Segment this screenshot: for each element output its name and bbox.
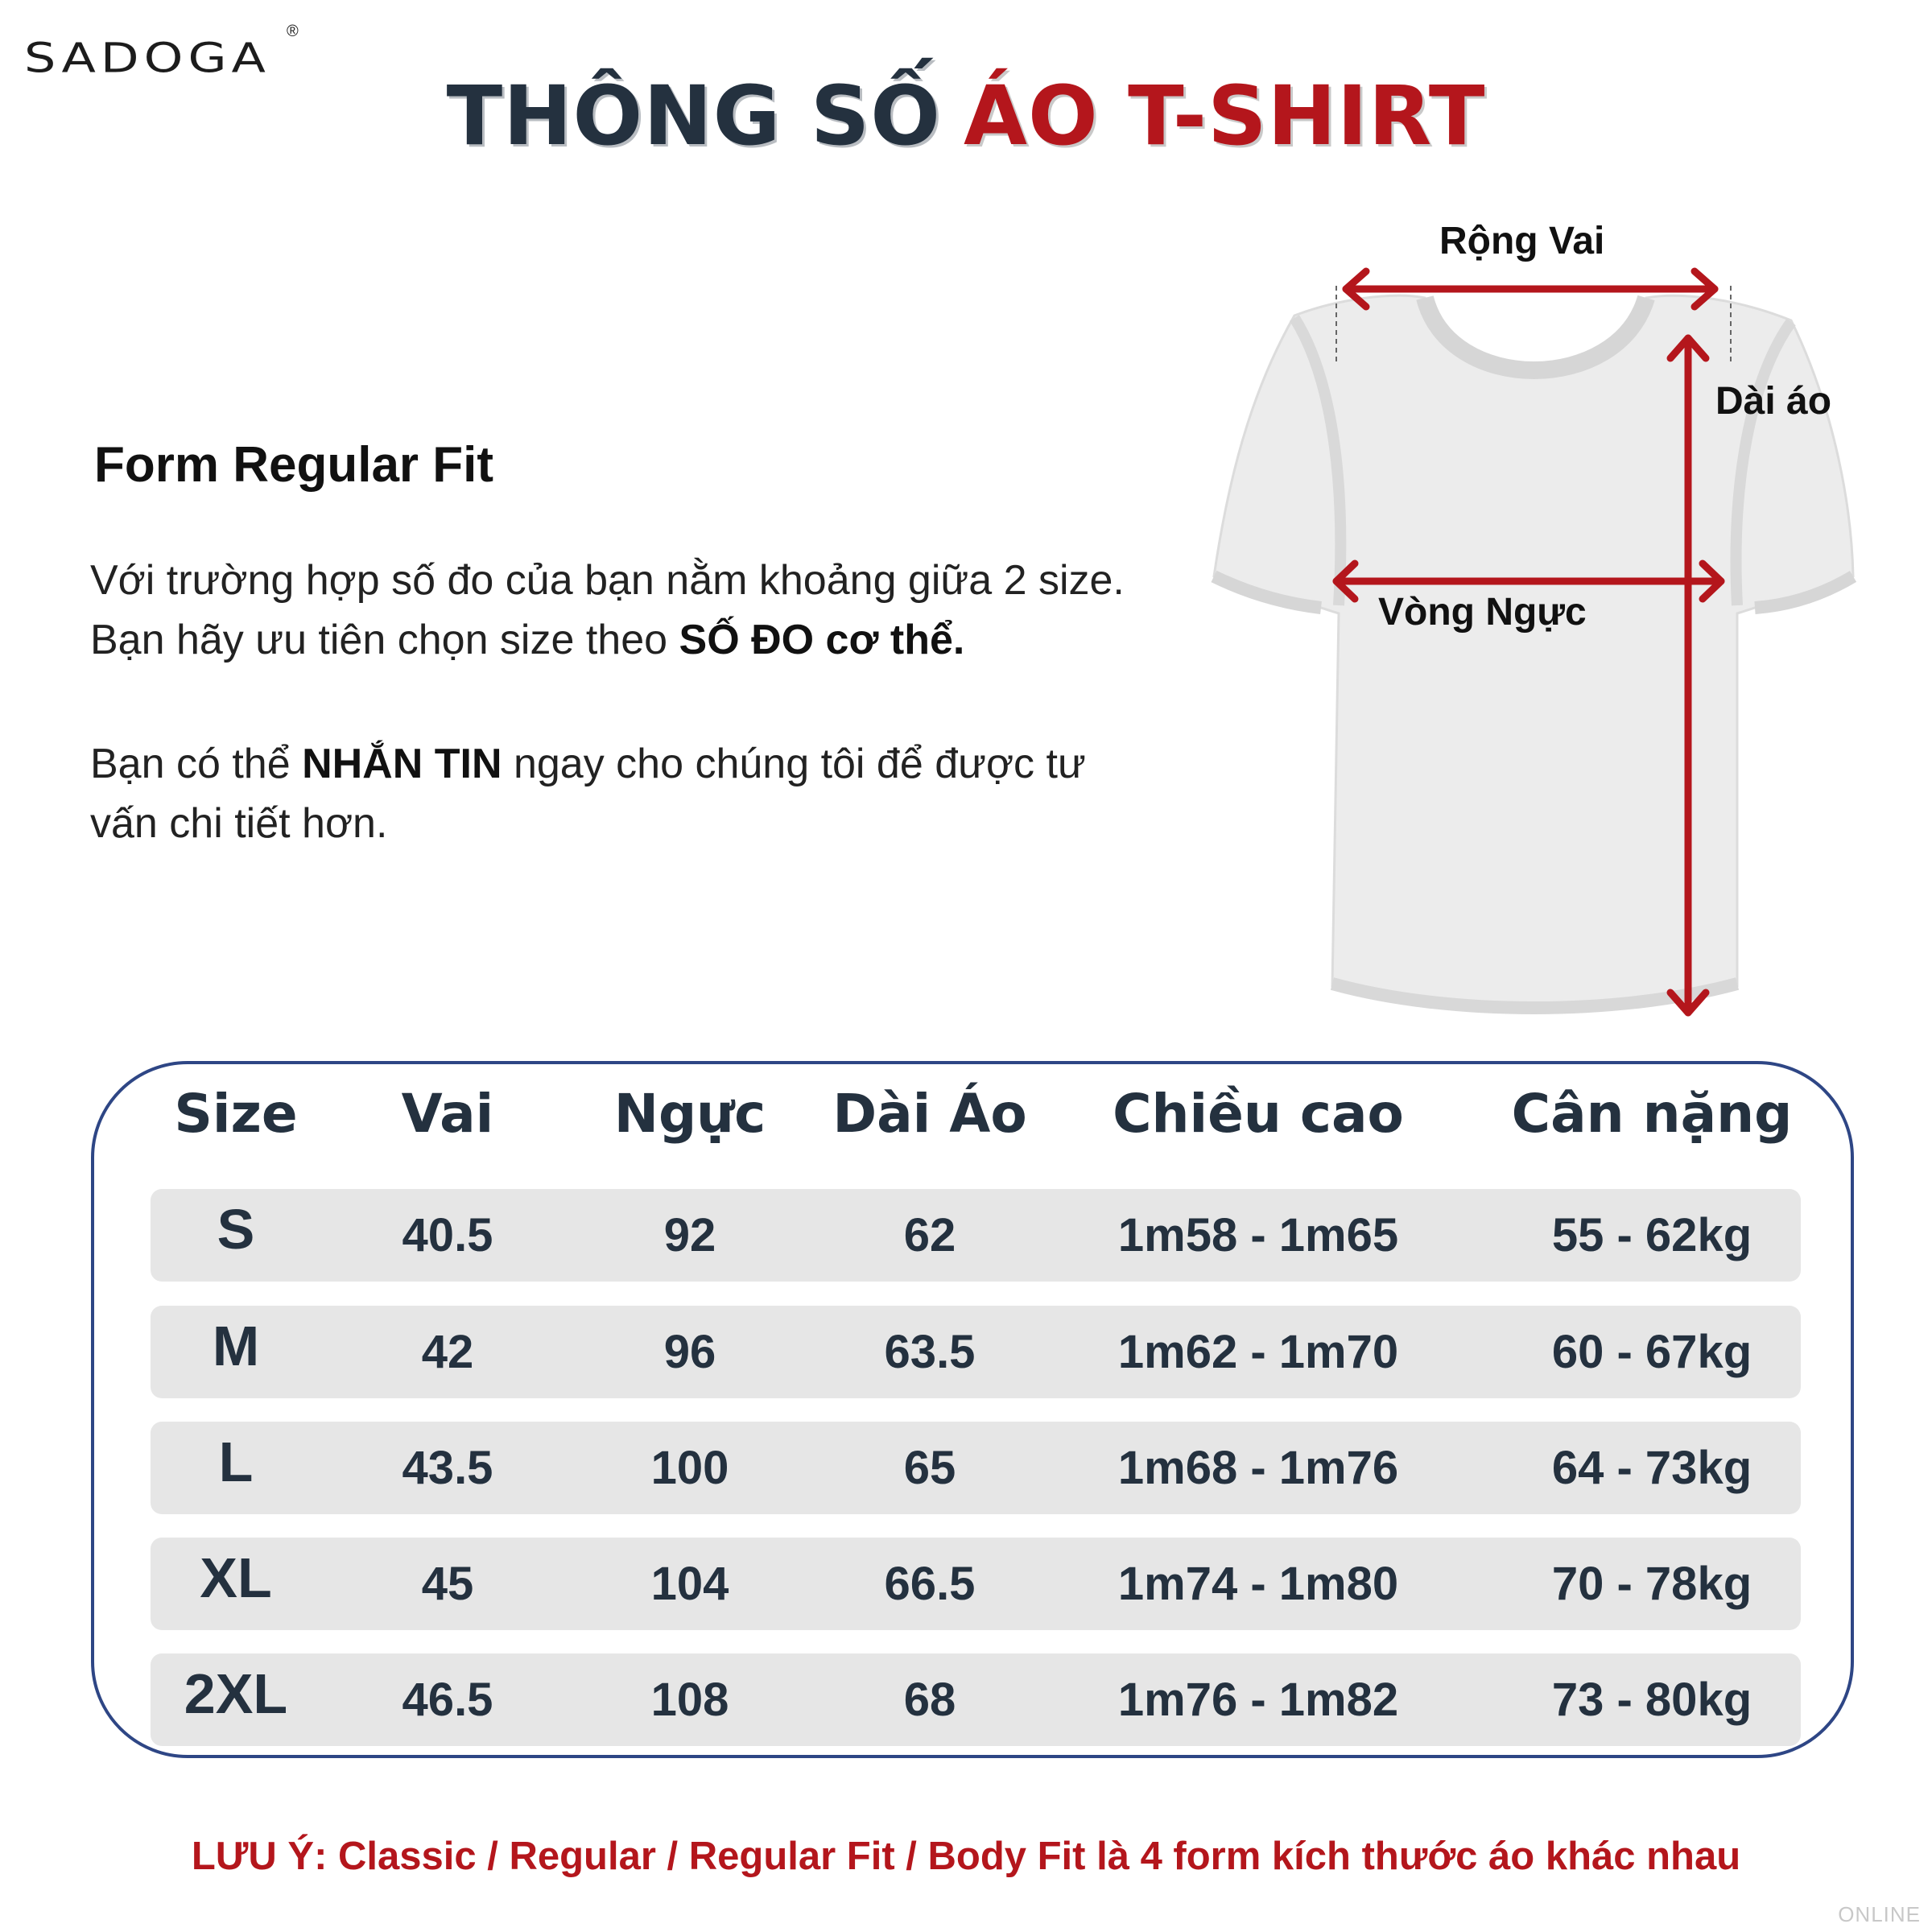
table-cell-size: L — [218, 1430, 254, 1493]
table-cell-size: 2XL — [184, 1662, 288, 1725]
contact-text-post: ngay cho chúng tôi để được tư vấn chi tiết hơn. — [90, 741, 1086, 847]
table-cell-nguc: 104 — [650, 1558, 729, 1610]
page-title — [0, 68, 1932, 164]
shoulder-label: Rộng Vai — [1439, 220, 1605, 262]
footer-note: LƯU Ý: Classic / Regular / Regular Fit / Body Fit là 4 form kích thước áo khác nhau — [191, 1835, 1741, 1878]
table-cell-can-nang: 70 - 78kg — [1551, 1558, 1752, 1610]
table-cell-can-nang: 60 - 67kg — [1551, 1326, 1752, 1378]
table-cell-nguc: 96 — [663, 1326, 716, 1378]
table-header-dai-ao: Dài Áo — [832, 1083, 1027, 1145]
table-header-size: Size — [174, 1083, 298, 1145]
table-cell-dai-ao: 62 — [903, 1209, 956, 1261]
table-cell-dai-ao: 66.5 — [884, 1558, 976, 1610]
table-header-chieu-cao: Chiều cao — [1113, 1083, 1404, 1145]
watermark: ONLINE — [1838, 1902, 1921, 1926]
form-title: Form Regular Fit — [94, 437, 494, 493]
contact-text-bold: NHẮN TIN — [302, 741, 502, 787]
registered-mark: ® — [287, 23, 299, 40]
table-cell-size: XL — [200, 1546, 272, 1609]
title-part1: THÔNG SỐ — [446, 68, 941, 164]
table-cell-nguc: 108 — [650, 1674, 729, 1726]
length-label: Dài áo — [1715, 380, 1832, 423]
table-cell-vai: 43.5 — [402, 1442, 493, 1494]
table-row — [151, 1422, 1801, 1514]
table-header-vai: Vai — [401, 1083, 494, 1145]
table-cell-chieu-cao: 1m58 - 1m65 — [1117, 1209, 1399, 1261]
title-part2: ÁO T-SHIRT — [964, 68, 1486, 164]
table-cell-size: S — [217, 1198, 255, 1261]
table-cell-nguc: 92 — [663, 1209, 716, 1261]
table-cell-size: M — [212, 1315, 260, 1377]
table-cell-nguc: 100 — [650, 1442, 729, 1494]
chest-label: Vòng Ngực — [1378, 591, 1587, 634]
table-row — [151, 1538, 1801, 1630]
size-advice-paragraph — [90, 551, 1137, 670]
contact-paragraph — [90, 734, 1137, 853]
table-cell-chieu-cao: 1m62 - 1m70 — [1117, 1326, 1399, 1378]
table-cell-chieu-cao: 1m76 - 1m82 — [1117, 1674, 1399, 1726]
table-cell-dai-ao: 63.5 — [884, 1326, 976, 1378]
table-cell-vai: 42 — [421, 1326, 474, 1378]
size-advice-text: Với trường hợp số đo của bạn nằm khoảng giữa 2 size. Bạn hãy ưu tiên chọn size theo — [90, 557, 1125, 663]
table-header-can-nang: Cân nặng — [1511, 1083, 1793, 1145]
table-cell-chieu-cao: 1m74 - 1m80 — [1117, 1558, 1399, 1610]
table-cell-dai-ao: 65 — [903, 1442, 956, 1494]
table-row — [151, 1653, 1801, 1746]
table-cell-chieu-cao: 1m68 - 1m76 — [1117, 1442, 1399, 1494]
table-cell-vai: 40.5 — [402, 1209, 493, 1261]
contact-text-pre: Bạn có thể — [90, 741, 303, 787]
table-cell-dai-ao: 68 — [903, 1674, 956, 1726]
size-advice-bold: SỐ ĐO cơ thể. — [679, 617, 965, 663]
brand-logo: SADOGA — [24, 34, 270, 82]
table-cell-vai: 46.5 — [402, 1674, 493, 1726]
table-cell-can-nang: 64 - 73kg — [1551, 1442, 1752, 1494]
table-cell-can-nang: 55 - 62kg — [1551, 1209, 1752, 1261]
table-cell-can-nang: 73 - 80kg — [1551, 1674, 1752, 1726]
table-row — [151, 1306, 1801, 1398]
table-row — [151, 1189, 1801, 1282]
table-header-nguc: Ngực — [613, 1083, 766, 1145]
table-cell-vai: 45 — [421, 1558, 474, 1610]
